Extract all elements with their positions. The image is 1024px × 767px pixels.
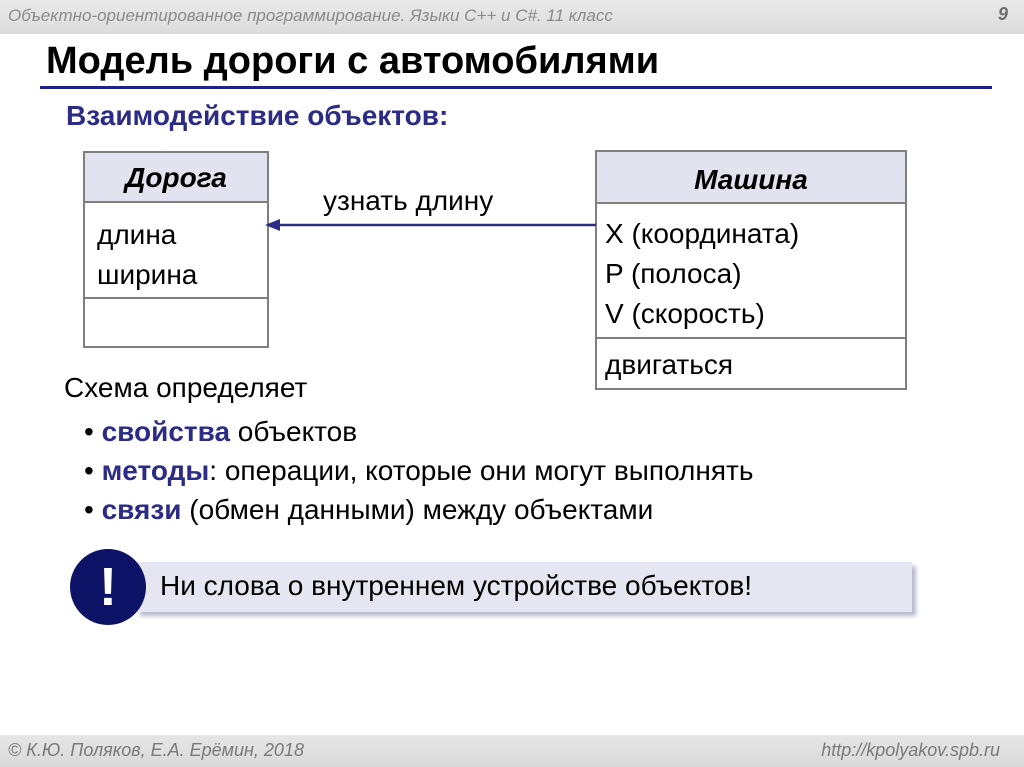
bullet-text: объектов [230, 416, 358, 447]
title-divider [40, 86, 992, 89]
footer-url: http://kpolyakov.spb.ru [821, 740, 1000, 760]
bullet-text: : операции, которые они могут выполнять [209, 455, 754, 486]
car-attribute: X (координата) [605, 218, 800, 249]
car-attributes [597, 204, 905, 339]
car-methods [597, 339, 905, 383]
bullet-properties [84, 412, 753, 451]
car-method: двигаться [605, 349, 733, 380]
bullet-list [84, 412, 753, 529]
message-label: узнать длину [323, 185, 494, 216]
body-intro: Схема определяет [64, 372, 308, 403]
course-title: Объектно-ориентированное программирование. Языки C++ и C#. 11 класс [8, 6, 613, 25]
bullet-keyword: свойства [101, 416, 231, 447]
car-class-name: Машина [597, 152, 905, 204]
car-attribute: V (скорость) [605, 298, 765, 329]
bullet-marker: • [84, 494, 94, 525]
car-attribute: P (полоса) [605, 258, 742, 289]
exclamation-icon: ! [70, 549, 146, 625]
road-class-box [83, 151, 269, 348]
road-attribute: длина [97, 219, 177, 250]
road-attribute: ширина [97, 259, 198, 290]
footer-credit: © К.Ю. Поляков, Е.А. Ерёмин, 2018 [8, 740, 304, 760]
bullet-links [84, 490, 753, 529]
bullet-methods [84, 451, 753, 490]
bullet-text: (обмен данными) между объектами [181, 494, 654, 525]
bullet-marker: • [84, 455, 94, 486]
car-class-box [595, 150, 907, 390]
road-attributes [85, 203, 267, 299]
road-class-name: Дорога [85, 153, 267, 203]
message-arrow [262, 216, 598, 234]
bullet-keyword: связи [101, 494, 182, 525]
note-text: Ни слова о внутреннем устройстве объектов! [160, 570, 753, 601]
bullet-keyword: методы [101, 455, 210, 486]
arrow-head [265, 219, 280, 231]
slide-subtitle: Взаимодействие объектов: [66, 100, 449, 131]
page-number: 9 [997, 4, 1008, 24]
slide-title: Модель дороги с автомобилями [46, 40, 660, 82]
bullet-marker: • [84, 416, 94, 447]
